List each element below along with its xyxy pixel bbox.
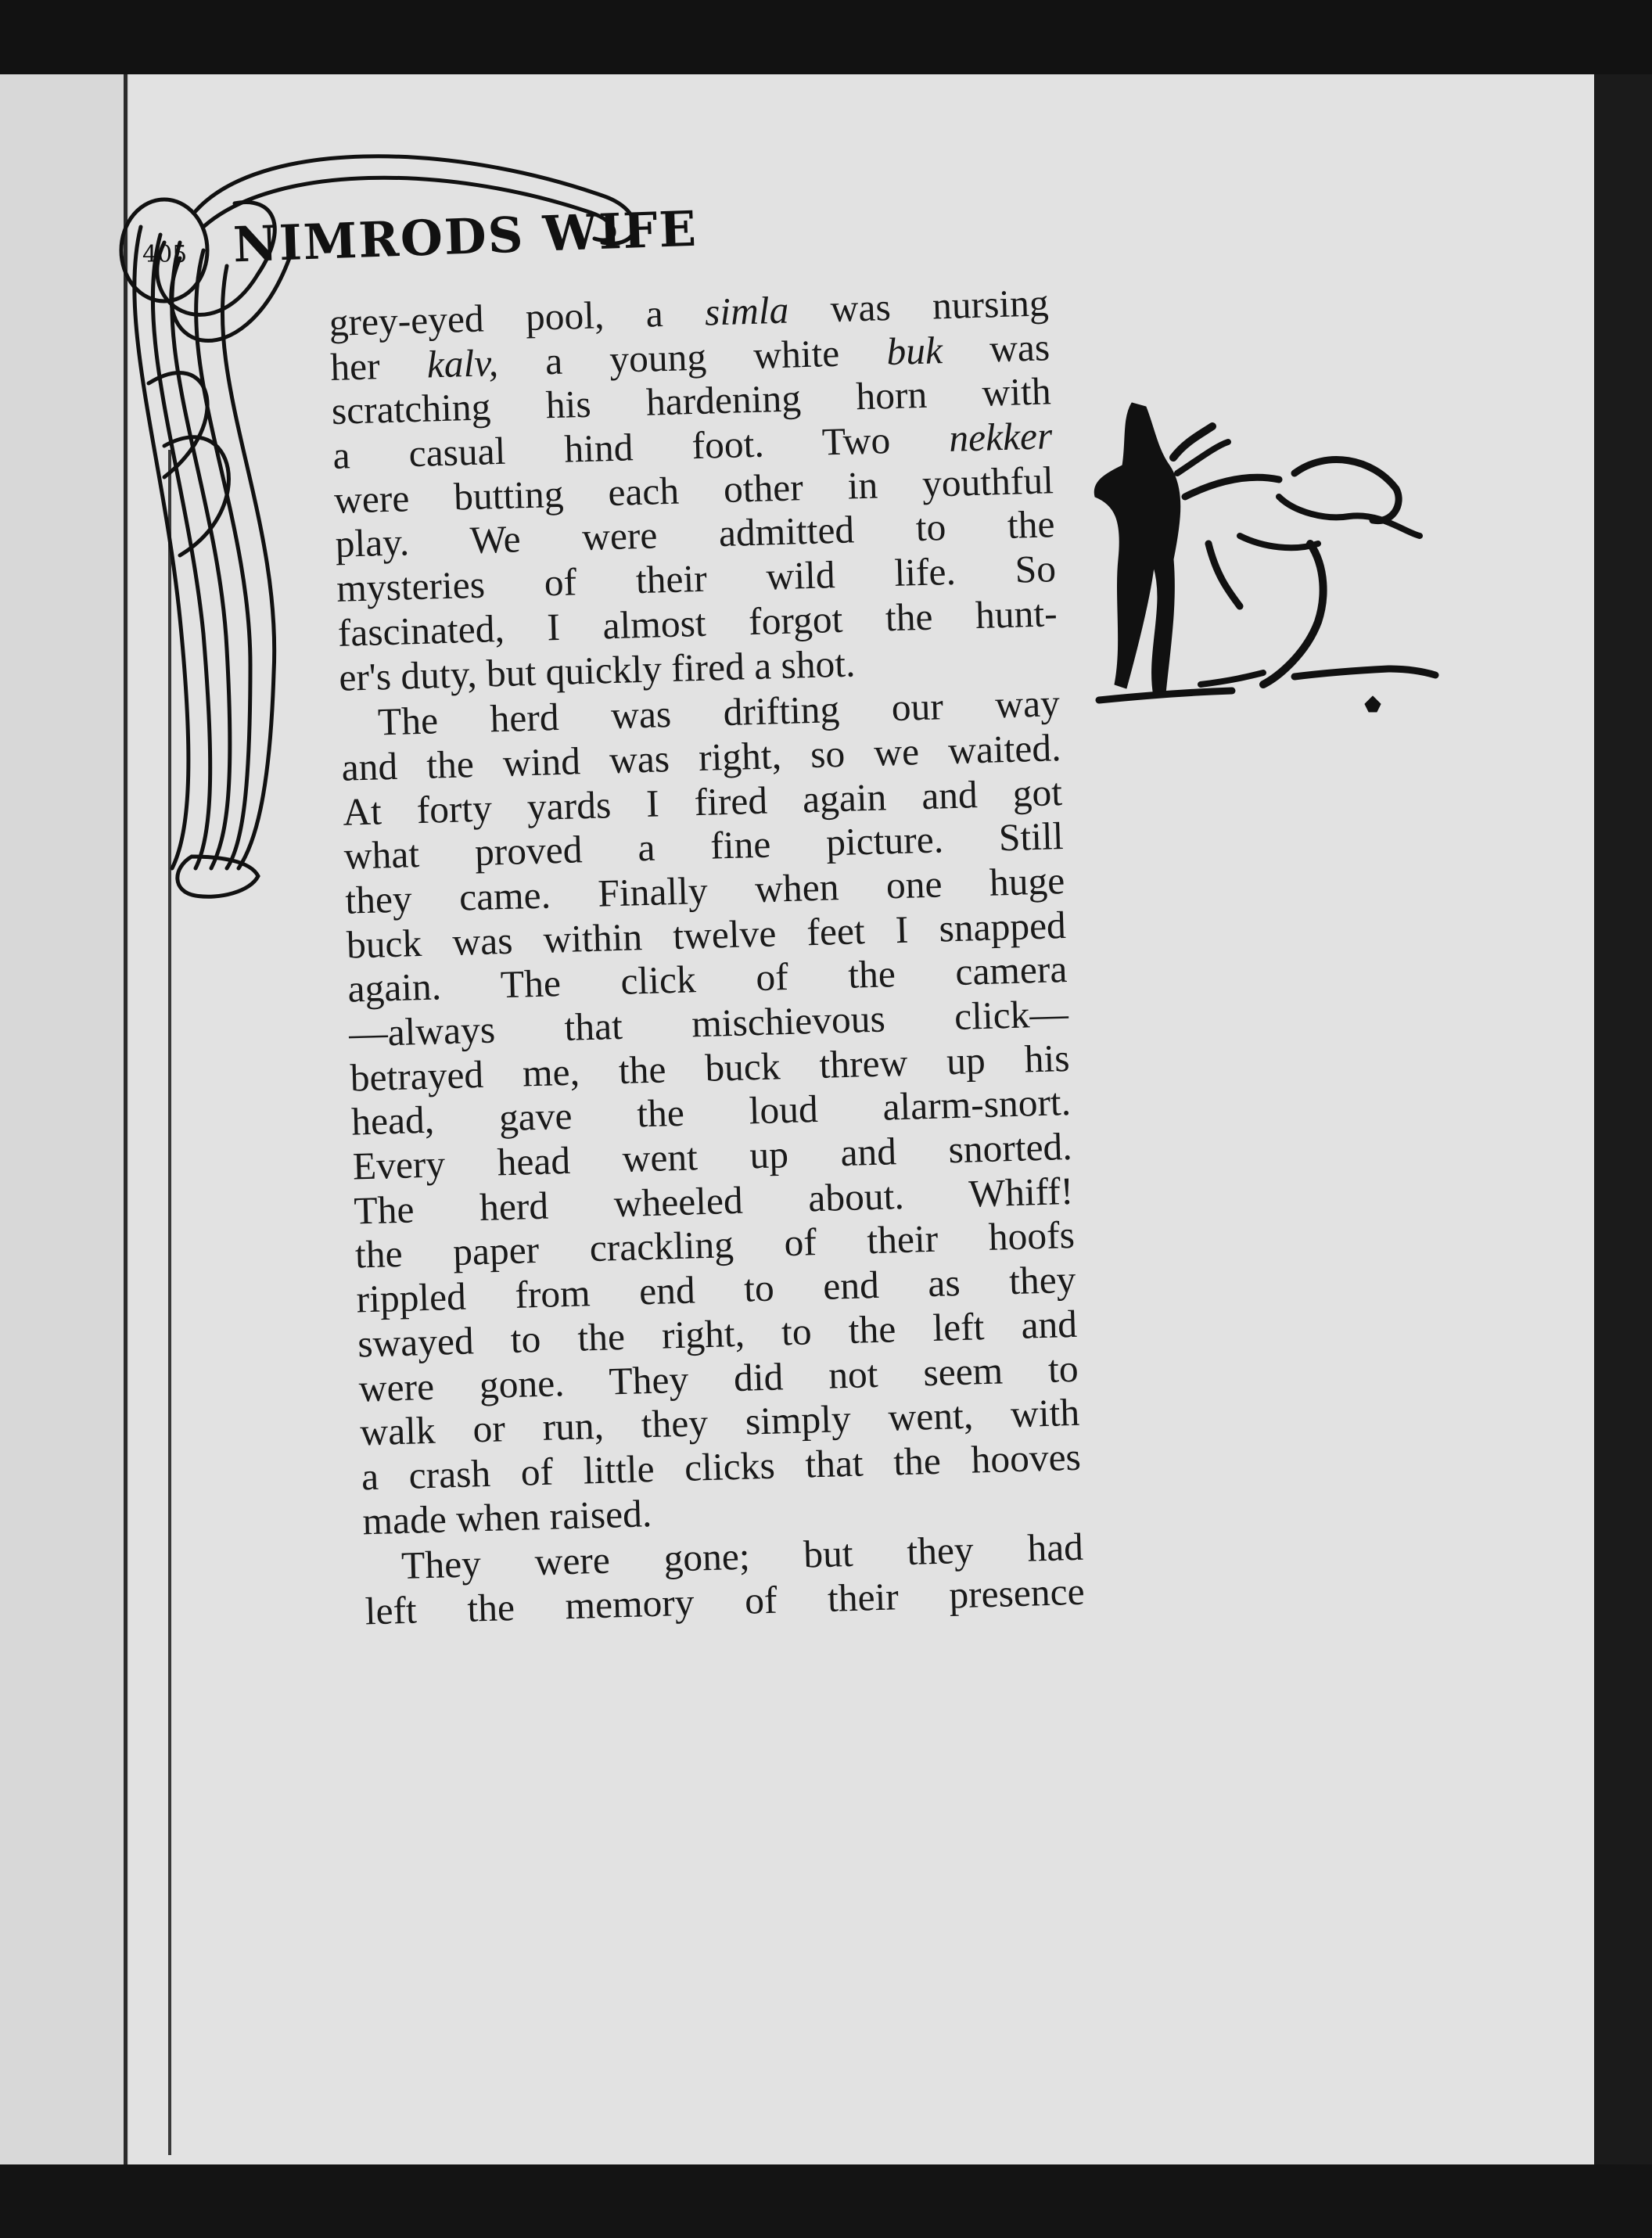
text-line: a crash of little clicks that the hooves: [361, 1435, 1082, 1499]
running-title: NIMRODS WIFE: [232, 199, 699, 274]
text-line: head, gave the loud alarm-snort.: [350, 1080, 1072, 1144]
text-line: a casual hind foot. Two nekker: [332, 414, 1053, 477]
text-line: play. We were admitted to the: [334, 502, 1056, 566]
text-line: they came. Finally when one huge: [344, 858, 1065, 922]
text-line: grey-eyed pool, a simla was nursing: [329, 281, 1050, 344]
text-line: The herd wheeled about. Whiff!: [353, 1169, 1074, 1233]
text-line: made when raised.: [361, 1491, 652, 1543]
text-line: betrayed me, the buck threw up his: [349, 1036, 1071, 1100]
text-line: rippled from end to end as they: [355, 1257, 1077, 1321]
antelope-illustration: [1091, 387, 1451, 739]
text-line: buck was within twelve feet I snapped: [346, 903, 1067, 967]
text-line: scratching his hardening horn with: [331, 369, 1052, 433]
text-line: mysteries of their wild life. So: [336, 547, 1057, 610]
text-line: At forty yards I fired again and got: [342, 770, 1063, 834]
text-line: swayed to the right, to the left and: [357, 1302, 1078, 1366]
text-line: —always that mischievous click—: [348, 991, 1069, 1055]
text-line: walk or run, they simply went, with: [359, 1390, 1080, 1454]
body-text: [329, 281, 1085, 1634]
scan-bottom-border: [0, 2164, 1652, 2238]
text-line: again. The click of the camera: [347, 947, 1068, 1011]
text-line: er's duty, but quickly fired a shot.: [338, 641, 857, 699]
text-line: They were gone; but they had: [400, 1525, 1084, 1588]
text-line: the paper crackling of their hoofs: [354, 1213, 1076, 1277]
text-line: were butting each other in youthful: [333, 458, 1054, 522]
page-number: 405: [142, 241, 188, 268]
text-line: Every head went up and snorted.: [352, 1124, 1073, 1188]
text-line: left the memory of their presence: [365, 1569, 1086, 1633]
text-line: her kalv, a young white buk was: [329, 325, 1050, 389]
text-line: what proved a fine picture. Still: [343, 814, 1065, 878]
page-gutter: [0, 74, 129, 2164]
text-line: and the wind was right, so we waited.: [340, 725, 1062, 789]
page-right-edge: [1594, 74, 1652, 2238]
text-line: were gone. They did not seem to: [358, 1346, 1079, 1410]
text-line: fascinated, I almost forgot the hunt-: [337, 591, 1058, 655]
text-line: The herd was drifting our way: [377, 681, 1061, 744]
scan-top-border: [0, 0, 1652, 86]
